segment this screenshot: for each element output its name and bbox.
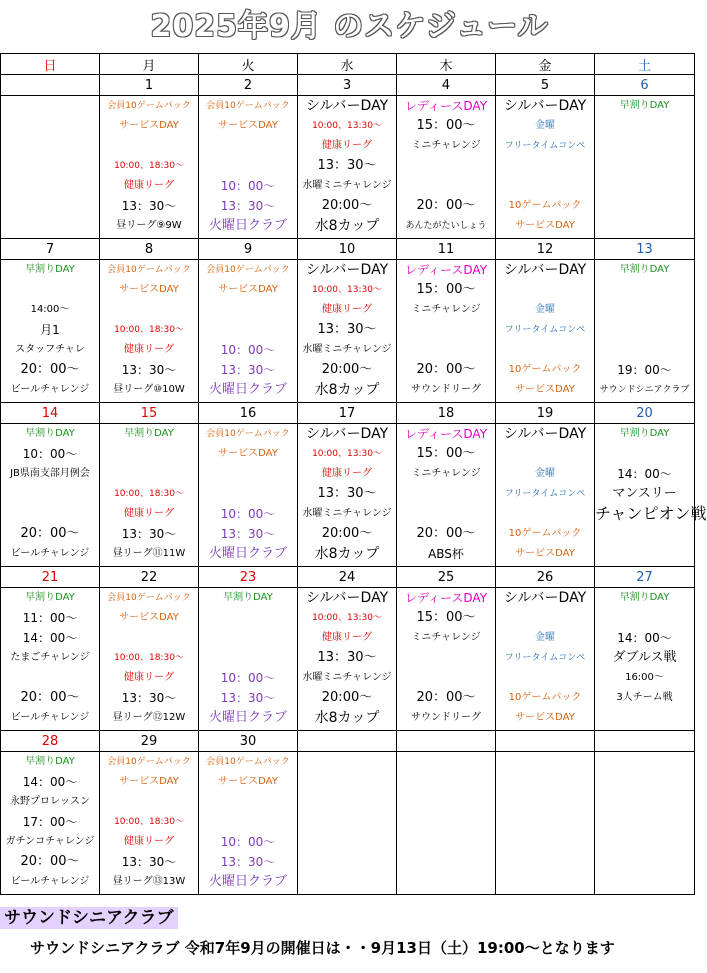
event-line: 健康リーグ [322,304,372,315]
date-number: 2 [199,75,298,96]
event-line [199,300,297,320]
event-line: 10：00～ [22,447,78,461]
event-line: ABS杯 [428,547,464,561]
day-cell [100,752,199,895]
event-line: シルバーDAY [305,426,389,442]
event-line: サービスDAY [119,120,179,131]
date-number: 27 [595,567,695,588]
event-line: 10:00、13:30～ [312,285,382,295]
day-cell [595,424,707,567]
date-number: 5 [496,75,595,96]
event-line: 13：30～ [220,199,276,213]
date-row [1,403,695,424]
event-line: 13：30～ [220,691,276,705]
weekday-friday: 金 [496,54,595,75]
events-row [1,752,695,895]
event-line: 会員10ゲームパック [206,757,290,767]
day-cell [397,588,496,731]
date-number: 24 [298,567,397,588]
event-line: 健康リーグ [124,180,174,191]
event-line: 10：00～ [220,179,276,193]
event-line [199,608,297,628]
event-line: 16:00～ [625,672,664,683]
date-number: 14 [1,403,100,424]
event-line: 13：30～ [317,650,377,665]
event-line: 昼リーグ⑫12W [112,712,186,723]
event-line [397,504,495,524]
event-line: ビールチャレンジ [10,876,90,887]
event-line: サービスDAY [515,712,575,723]
event-line: サウンドリーグ [411,712,481,723]
event-line: フリータイムコンペ [504,325,586,335]
event-line: 10:00、18:30～ [114,653,184,663]
date-number: 3 [298,75,397,96]
event-line: サービスDAY [515,384,575,395]
event-line: 火曜日クラブ [208,546,287,561]
day-cell [100,424,199,567]
event-line: 15：00～ [416,610,476,625]
event-line: 火曜日クラブ [208,710,287,725]
day-cell [1,752,100,895]
event-line: 13：30～ [121,691,177,705]
event-line [595,300,694,320]
day-cell [100,588,199,731]
event-line: シルバーDAY [503,262,587,278]
date-number: 15 [100,403,199,424]
weekday-wednesday: 水 [298,54,397,75]
day-cell [397,424,496,567]
date-number: 23 [199,567,298,588]
event-line: 早割りDAY [619,264,670,275]
event-line: 10:00、13:30～ [312,613,382,623]
event-line: 19：00～ [617,363,672,377]
event-line: 13：30～ [317,486,377,501]
date-number [595,731,695,752]
event-line: 金曜 [535,120,555,131]
event-line: レディースDAY [404,99,488,113]
event-line: シルバーDAY [503,590,587,606]
event-line: 早割りDAY [25,428,75,439]
day-cell [199,752,298,895]
event-line: 健康リーグ [124,508,174,519]
footer-club-label: サウンドシニアクラブ [0,907,178,929]
event-line: シルバーDAY [503,98,587,114]
event-line: 10：00～ [220,507,276,521]
event-line [496,340,594,360]
event-line: 13：30～ [121,363,177,377]
date-row [1,731,695,752]
event-line: ガチンコチャレンジ [5,836,95,847]
date-number [496,731,595,752]
event-line: 13：30～ [317,158,377,173]
date-number: 28 [1,731,100,752]
event-line [199,484,297,504]
event-line: 10:00、13:30～ [312,121,382,131]
event-line: 20:00～ [321,690,373,705]
event-line [1,504,99,524]
event-line: 金曜 [535,304,555,315]
event-line: フリータイムコンペ [504,489,586,499]
event-line: 水8カップ [314,710,380,726]
event-line: 早割りDAY [619,592,670,603]
event-line [595,608,694,628]
page-title: 2025年9月 のスケジュール [150,9,549,44]
date-number: 22 [100,567,199,588]
day-cell [1,260,100,403]
event-line: 20：00～ [20,854,80,869]
event-line: 昼リーグ⑨9W [116,220,182,231]
event-line: レディースDAY [404,263,488,277]
event-line: 早割りDAY [223,592,273,603]
event-line [100,464,198,484]
day-cell [1,424,100,567]
event-line: 昼リーグ⑬13W [112,876,186,887]
event-line [397,484,495,504]
event-line: 早割りDAY [25,592,75,603]
event-line: 水曜ミニチャレンジ [302,180,392,191]
event-line: スタッフチャレ [15,344,85,355]
day-cell [298,588,397,731]
event-line: フリータイムコンペ [504,653,586,663]
date-number: 7 [1,239,100,260]
event-line: ビールチャレンジ [10,384,90,395]
date-number [1,75,100,96]
event-line [397,648,495,668]
event-line: マンスリー [612,486,677,501]
event-line: 早割りDAY [25,264,75,275]
event-line: サウンドリーグ [411,384,481,395]
event-line: 会員10ゲームパック [107,593,191,603]
day-cell [496,424,595,567]
event-line: 10：00～ [220,343,276,357]
event-line [100,444,198,464]
event-line: 20：00～ [20,690,80,705]
event-line: 20:00～ [321,362,373,377]
event-line [199,464,297,484]
event-line: ビールチャレンジ [10,548,90,559]
event-line [199,648,297,668]
event-line [595,340,694,360]
event-line [496,668,594,688]
date-number: 17 [298,403,397,424]
event-line: 10：00～ [220,835,276,849]
event-line: 早割りDAY [124,428,174,439]
events-row [1,260,695,403]
event-line [496,280,594,300]
event-line: 会員10ゲームパック [107,757,191,767]
event-line [496,608,594,628]
event-line: 水曜ミニチャレンジ [302,672,392,683]
date-number: 20 [595,403,695,424]
event-line: 15：00～ [416,118,476,133]
date-number: 12 [496,239,595,260]
event-line: 20:00～ [321,198,373,213]
date-number: 6 [595,75,695,96]
event-line [397,340,495,360]
event-line: JB県南支部月例会 [10,468,90,479]
event-line [199,812,297,832]
day-cell [496,588,595,731]
event-line: 水8カップ [314,546,380,562]
date-number: 1 [100,75,199,96]
event-line: ミニチャレンジ [411,304,481,315]
date-number: 30 [199,731,298,752]
events-row [1,588,695,731]
event-line: 健康リーグ [124,672,174,683]
event-line: 13：30～ [121,527,177,541]
event-line: 健康リーグ [322,632,372,643]
event-line [397,156,495,176]
events-row [1,96,695,239]
day-cell [595,752,695,895]
calendar-table [0,53,707,895]
event-line: 17：00～ [22,815,78,829]
event-line: 火曜日クラブ [208,874,287,889]
weekday-sunday: 日 [1,54,100,75]
event-line: 15：00～ [416,446,476,461]
event-line: 水曜ミニチャレンジ [302,344,392,355]
date-number [298,731,397,752]
day-cell [199,588,298,731]
event-line: 13：30～ [121,199,177,213]
event-line: 13：30～ [121,855,177,869]
event-line [397,320,495,340]
event-line: 10:00、18:30～ [114,817,184,827]
event-line: サービスDAY [218,448,278,459]
event-line: レディースDAY [404,591,488,605]
event-line: あんたがたいしょう [405,221,487,231]
weekday-tuesday: 火 [199,54,298,75]
date-number: 26 [496,567,595,588]
event-line [595,280,694,300]
event-line: サービスDAY [119,776,179,787]
day-cell [298,96,397,239]
event-line: 昼リーグ⑩10W [113,384,185,395]
date-row [1,567,695,588]
day-cell [1,588,100,731]
event-line: 14：00～ [617,467,672,481]
event-line: 15：00～ [416,282,476,297]
event-line: 14：00～ [22,631,78,645]
event-line: 早割りDAY [619,100,670,111]
event-line: 水曜ミニチャレンジ [302,508,392,519]
event-line: 13：30～ [220,527,276,541]
event-line: サービスDAY [515,220,575,231]
event-line: 昼リーグ⑪11W [112,548,186,559]
event-line: サービスDAY [119,284,179,295]
event-line: 13：30～ [317,322,377,337]
event-line: レディースDAY [404,427,488,441]
day-cell [199,96,298,239]
event-line: 10:00、13:30～ [312,449,382,459]
date-number: 10 [298,239,397,260]
event-line: サービスDAY [218,120,278,131]
event-line: 20：00～ [20,526,80,541]
event-line: 14：00～ [22,775,78,789]
date-number [397,731,496,752]
event-line: 月1 [40,323,60,337]
event-line: 10ゲームパック [508,692,582,703]
event-line [496,504,594,524]
event-line: 14：00～ [617,631,672,645]
date-number: 9 [199,239,298,260]
event-line: フリータイムコンペ [504,141,586,151]
event-line: 早割りDAY [25,756,75,767]
event-line: 14:00～ [30,304,70,315]
date-number: 29 [100,731,199,752]
event-line: シルバーDAY [305,98,389,114]
footer-notice: サウンドシニアクラブ 令和7年9月の開催日は・・9月13日（土）19:00～となります [30,939,615,957]
event-line [100,300,198,320]
event-line [496,176,594,196]
day-cell [298,424,397,567]
event-line: ダブルス戦 [612,650,677,665]
event-line: ビールチャレンジ [10,712,90,723]
event-line [1,484,99,504]
event-line [496,156,594,176]
event-line: ミニチャレンジ [411,140,481,151]
event-line: 健康リーグ [322,468,372,479]
day-cell [595,260,695,403]
event-line: 会員10ゲームパック [206,101,290,111]
event-line: 会員10ゲームパック [107,265,191,275]
event-line: 20：00～ [416,526,476,541]
day-cell [1,96,100,239]
date-number: 8 [100,239,199,260]
date-number: 16 [199,403,298,424]
event-line: 健康リーグ [322,140,372,151]
event-line: 20：00～ [20,362,80,377]
event-line: 20：00～ [416,690,476,705]
event-line [496,444,594,464]
event-line: シルバーDAY [503,426,587,442]
day-cell [595,96,695,239]
event-line: 10ゲームパック [508,364,582,375]
event-line: サービスDAY [119,612,179,623]
event-line: 10ゲームパック [508,528,582,539]
event-line: 3人チーム戦 [616,692,673,703]
day-cell [397,260,496,403]
date-number: 19 [496,403,595,424]
weekday-saturday: 土 [595,54,695,75]
event-line: サービスDAY [218,284,278,295]
event-line [595,444,694,464]
event-line: 金曜 [535,632,555,643]
event-line [1,280,99,300]
event-line: 20:00～ [321,526,373,541]
event-line [199,792,297,812]
date-number: 4 [397,75,496,96]
event-line [595,320,694,340]
event-line [100,792,198,812]
weekday-thursday: 木 [397,54,496,75]
event-line: 10:00、18:30～ [114,161,184,171]
event-line: 水8カップ [314,382,380,398]
date-number: 25 [397,567,496,588]
day-cell [199,424,298,567]
day-cell [496,260,595,403]
day-cell [595,588,695,731]
event-line [100,136,198,156]
event-line [397,668,495,688]
event-line: 10ゲームパック [508,200,582,211]
day-cell [496,96,595,239]
event-line: 会員10ゲームパック [206,429,290,439]
event-line [1,668,99,688]
day-cell [100,260,199,403]
date-row [1,239,695,260]
event-line: 早割りDAY [619,428,670,439]
event-line: ミニチャレンジ [411,468,481,479]
day-cell [199,260,298,403]
date-row [1,75,695,96]
event-line: 健康リーグ [124,344,174,355]
day-cell [298,752,397,895]
event-line: サウンドシニアクラブ [599,385,690,395]
event-line: 20：00～ [416,198,476,213]
event-line: 健康リーグ [124,836,174,847]
event-line: 永野プロレッスン [10,796,90,807]
event-line: 会員10ゲームパック [107,101,191,111]
event-line [199,156,297,176]
weekday-header-row [1,54,695,75]
events-row [1,424,695,567]
event-line: シルバーDAY [305,590,389,606]
event-line: 10：00～ [220,671,276,685]
event-line: 火曜日クラブ [208,218,287,233]
event-line: 13：30～ [220,363,276,377]
date-number: 18 [397,403,496,424]
event-line: サービスDAY [515,548,575,559]
event-line: サービスDAY [218,776,278,787]
event-line: 金曜 [535,468,555,479]
day-cell [397,752,496,895]
weekday-monday: 月 [100,54,199,75]
event-line: 20：00～ [416,362,476,377]
event-line: ミニチャレンジ [411,632,481,643]
event-line: 11：00～ [22,611,78,625]
event-line: シルバーDAY [305,262,389,278]
event-line: 13：30～ [220,855,276,869]
event-line [397,176,495,196]
date-number: 11 [397,239,496,260]
date-number: 13 [595,239,695,260]
event-line: 火曜日クラブ [208,382,287,397]
event-line [199,136,297,156]
day-cell [496,752,595,895]
day-cell [298,260,397,403]
event-line: チャンピオン戦 [595,504,707,523]
event-line: 水8カップ [314,218,380,234]
event-line [199,628,297,648]
day-cell [397,96,496,239]
date-number: 21 [1,567,100,588]
event-line: 10:00、18:30～ [114,489,184,499]
event-line: 会員10ゲームパック [206,265,290,275]
day-cell [100,96,199,239]
event-line [100,628,198,648]
event-line [199,320,297,340]
event-line: 10:00、18:30～ [114,325,184,335]
event-line: たまごチャレンジ [10,652,90,663]
